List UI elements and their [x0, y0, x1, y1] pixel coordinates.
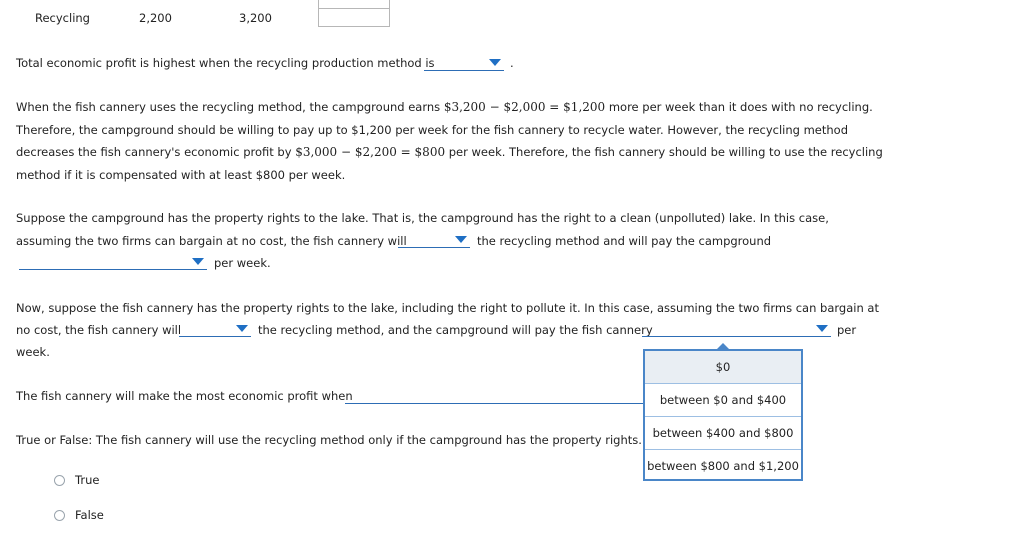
explanation-line-4: method if it is compensated with at least $800 per week.	[16, 167, 346, 182]
q3-line-2a: no cost, the fish cannery will	[16, 323, 182, 337]
q1-period: .	[510, 56, 514, 70]
q1-method-dropdown[interactable]	[424, 56, 504, 71]
q2-line-2b: the recycling method and will pay the campground	[477, 233, 772, 248]
explanation-line-1: When the fish cannery uses the recycling method, the campground earns $3,200 − $2,000 = $1,200 more per week than it does with no recycling.	[16, 100, 873, 114]
false-radio-label: False	[75, 508, 104, 522]
dropdown-option-0[interactable]: $0	[645, 351, 801, 384]
q3-line-2b: the recycling method, and the campground will pay the fish cannery	[258, 322, 653, 337]
true-radio[interactable]	[54, 475, 65, 486]
caret-up-icon	[717, 343, 729, 349]
dropdown-option-0-400[interactable]: between $0 and $400	[645, 384, 801, 417]
dropdown-option-800-1200[interactable]: between $800 and $1,200	[647, 459, 799, 473]
table-input-recycling[interactable]	[318, 8, 390, 27]
q2-payment-dropdown[interactable]	[19, 255, 207, 270]
table-cell-value-1: 2,200	[139, 11, 172, 25]
q3-line-1: Now, suppose the fish cannery has the property rights to the lake, including the right to pollute it. In this case, assuming the two firms can bargain at	[16, 300, 879, 315]
q3-cannery-action-dropdown[interactable]	[179, 322, 251, 337]
q3-line-2c: per	[837, 322, 857, 337]
chevron-down-icon	[192, 258, 204, 265]
chevron-down-icon	[455, 236, 467, 243]
false-radio[interactable]	[54, 510, 65, 521]
q1-text: Total economic profit is highest when the recycling production method is	[16, 56, 435, 70]
q2-line-3b: per week.	[214, 256, 271, 270]
true-radio-label: True	[75, 473, 100, 487]
chevron-down-icon	[816, 325, 828, 332]
q1-sentence	[16, 52, 435, 75]
q3-payment-dropdown[interactable]	[642, 322, 831, 337]
dropdown-option-400-800[interactable]: between $400 and $800	[645, 417, 801, 450]
explanation-line-2: Therefore, the campground should be willing to pay up to $1,200 per week for the fish cannery to recycle water. However, the recycling method	[16, 122, 849, 137]
q2-cannery-action-dropdown[interactable]	[398, 233, 470, 248]
q4-profit-dropdown[interactable]	[345, 389, 643, 404]
q5-text: True or False: The fish cannery will use the recycling method only if the campground has the property rights.	[16, 433, 642, 447]
q3-line-3: week.	[16, 345, 50, 359]
dropdown-menu	[643, 349, 803, 481]
explanation-math-1: $3,200 − $2,000 = $1,200	[443, 100, 606, 114]
explanation-line-3: decreases the fish cannery's economic profit by $3,000 − $2,200 = $800 per week. Therefore, the fish cannery should be willing to use the recycling	[16, 145, 883, 159]
table-cell-value-2: 3,200	[239, 11, 272, 25]
q2-line-1: Suppose the campground has the property rights to the lake. That is, the campground has the right to a clean (unpolluted) lake. In this case,	[16, 211, 829, 225]
q4-text: The fish cannery will make the most economic profit when	[16, 389, 353, 403]
chevron-down-icon	[489, 59, 501, 66]
chevron-down-icon	[236, 325, 248, 332]
table-row-label: Recycling	[35, 11, 90, 25]
explanation-math-2: $3,000 − $2,200 = $800	[295, 145, 446, 159]
q2-line-2a: assuming the two firms can bargain at no cost, the fish cannery will	[16, 233, 407, 248]
